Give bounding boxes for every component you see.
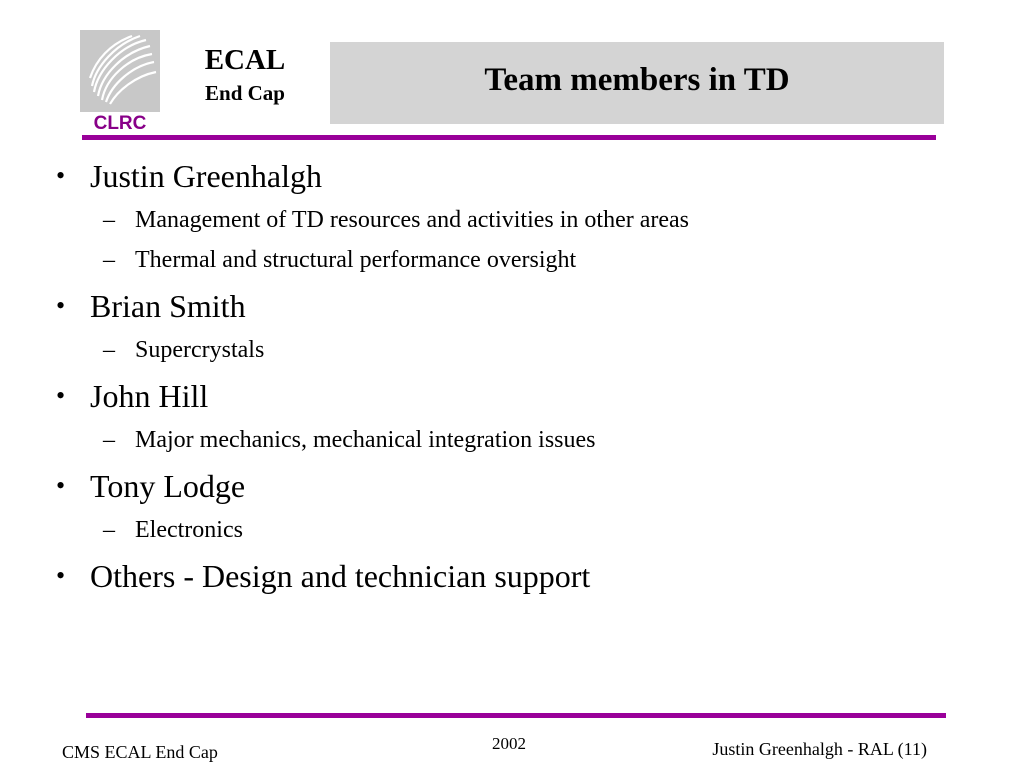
top-divider <box>82 135 936 140</box>
sub-bullet <box>50 518 980 542</box>
bullet-item <box>50 160 980 272</box>
bullet-item <box>50 380 980 452</box>
sub-bullet-dash: – <box>103 207 115 233</box>
group-title <box>178 46 312 104</box>
bullet-text: Others - Design and technician support <box>90 558 591 594</box>
bullet-dot: • <box>56 561 66 590</box>
bullet-text: John Hill <box>90 378 209 414</box>
sub-bullet <box>50 208 980 232</box>
bullet-text: Brian Smith <box>90 288 246 324</box>
bullet-dot: • <box>56 161 66 190</box>
sub-bullet-dash: – <box>103 517 115 543</box>
bullet-level1 <box>50 470 980 502</box>
bullet-item <box>50 560 980 592</box>
sub-bullet-text: Management of TD resources and activities in other areas <box>135 207 690 233</box>
logo-text: CLRC <box>93 113 147 131</box>
bullet-level1 <box>50 160 980 192</box>
sub-bullet-text: Supercrystals <box>135 337 265 363</box>
bullet-dot: • <box>56 471 66 500</box>
sub-bullet <box>50 248 980 272</box>
bullet-item <box>50 290 980 362</box>
clrc-logo-icon <box>80 30 160 131</box>
bullet-dot: • <box>56 381 66 410</box>
group-main-label: ECAL <box>204 44 286 76</box>
slide-title: Team members in TD <box>484 62 790 98</box>
group-sub-label: End Cap <box>205 81 285 105</box>
bullet-level1 <box>50 290 980 322</box>
sub-bullet-dash: – <box>103 427 115 453</box>
sub-bullet-text: Major mechanics, mechanical integration issues <box>135 427 596 453</box>
sub-bullet <box>50 428 980 452</box>
slide-content <box>50 160 980 592</box>
footer-date: 2002 <box>492 734 526 753</box>
bullet-level1 <box>50 560 980 592</box>
clrc-logo <box>80 30 160 131</box>
title-bar <box>330 42 944 124</box>
bullet-text: Tony Lodge <box>90 468 246 504</box>
bullet-item <box>50 470 980 542</box>
bullet-dot: • <box>56 291 66 320</box>
bullet-text: Justin Greenhalgh <box>90 158 322 194</box>
bullet-level1 <box>50 380 980 412</box>
sub-bullet-text: Thermal and structural performance oversight <box>135 247 577 273</box>
footer-author-page: Justin Greenhalgh - RAL (11) <box>712 739 927 759</box>
bottom-divider <box>86 713 946 718</box>
sub-bullet-text: Electronics <box>135 517 243 543</box>
sub-bullet-dash: – <box>103 337 115 363</box>
footer-left: CMS ECAL End Cap <box>62 742 218 762</box>
sub-bullet-dash: – <box>103 247 115 273</box>
sub-bullet <box>50 338 980 362</box>
